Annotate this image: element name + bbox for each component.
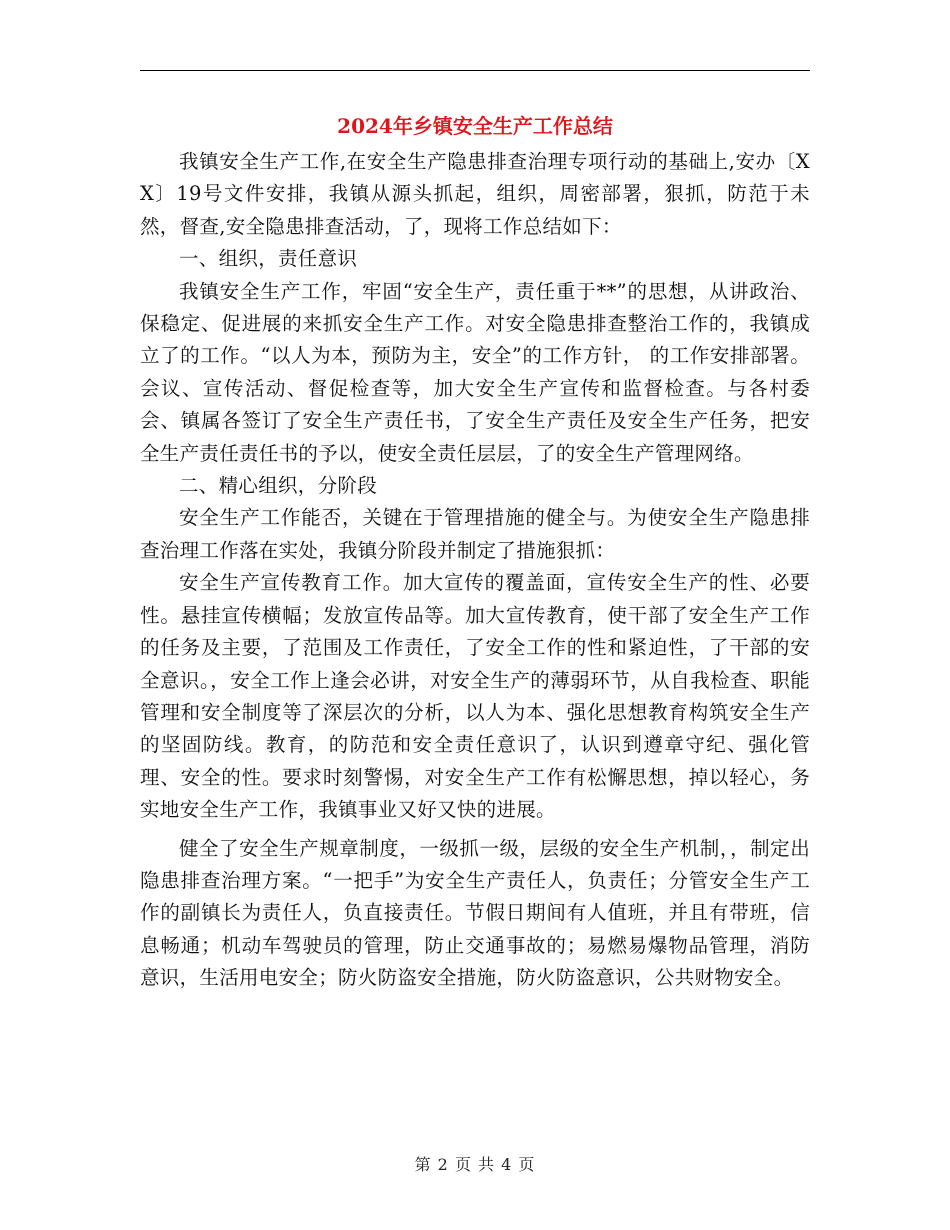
intro-paragraph: 我镇安全生产工作,在安全生产隐患排查治理专项行动的基础上,安办〔XX〕19号文件安排，我镇从源头抓起，组织，周密部署，狠抓，防范于未然，督查,安全隐患排查活动，了，现将工作总结如下： xyxy=(140,150,810,238)
section-2-paragraph-2: 安全生产宣传教育工作。加大宣传的覆盖面，宣传安全生产的性、必要性。悬挂宣传横幅；发放宣传品等。加大宣传教育，使干部了安全生产工作的任务及主要，了范围及工作责任，了安全工作的性和紧迫性，了干部的安全意识。，安全工作上逢会必讲，对安全生产的薄弱环节，从自我检查、职能管理和安全制度等了深层次的分析，以人为本、强化思想教育构筑安全生产的坚固防线。教育，的防范和安全责任意识了，认识到遵章守纪、强化管理、安全的性。要求时刻警惕，对安全生产工作有松懈思想，掉以轻心，务实地安全生产工作，我镇事业又好又快的进展。 xyxy=(140,571,810,822)
page-number: 第 2 页 共 4 页 xyxy=(414,1155,536,1174)
document-title: 2024年乡镇安全生产工作总结 xyxy=(337,114,613,138)
section-2-paragraph-3: 健全了安全生产规章制度，一级抓一级，层级的安全生产机制，，制定出隐患排查治理方案。“一把手”为安全生产责任人，负责任；分管安全生产工作的副镇长为责任人，负直接责任。节假日期间有人值班，并且有带班，信息畅通；机动车驾驶员的管理，防止交通事故的；易燃易爆物品管理，消防意识，生活用电安全；防火防盗安全措施，防火防盗意识，公共财物安全。 xyxy=(140,836,810,990)
header-rule xyxy=(140,70,810,71)
section-1-paragraph: 我镇安全生产工作，牢固“安全生产，责任重于**”的思想，从讲政治、保稳定、促进展的来抓安全生产工作。对安全隐患排查整治工作的，我镇成立了的工作。“以人为本，预防为主，安全”的工作方针， 的工作安排部署。会议、宣传活动、督促检查等，加大安全生产宣传和监督检查。与各村委会、镇属各签订了安全生产责任书，了安全生产责任及安全生产任务，把安全生产责任责任书的予以，使安全责任层层，了的安全生产管理网络。 xyxy=(140,279,810,465)
document-body xyxy=(140,146,810,995)
section-heading-1: 一、组织，责任意识 xyxy=(179,247,358,271)
section-2-paragraph-1: 安全生产工作能否，关键在于管理措施的健全与。为使安全生产隐患排查治理工作落在实处，我镇分阶段并制定了措施狠抓： xyxy=(140,506,810,562)
section-heading-2: 二、精心组织，分阶段 xyxy=(179,474,378,498)
